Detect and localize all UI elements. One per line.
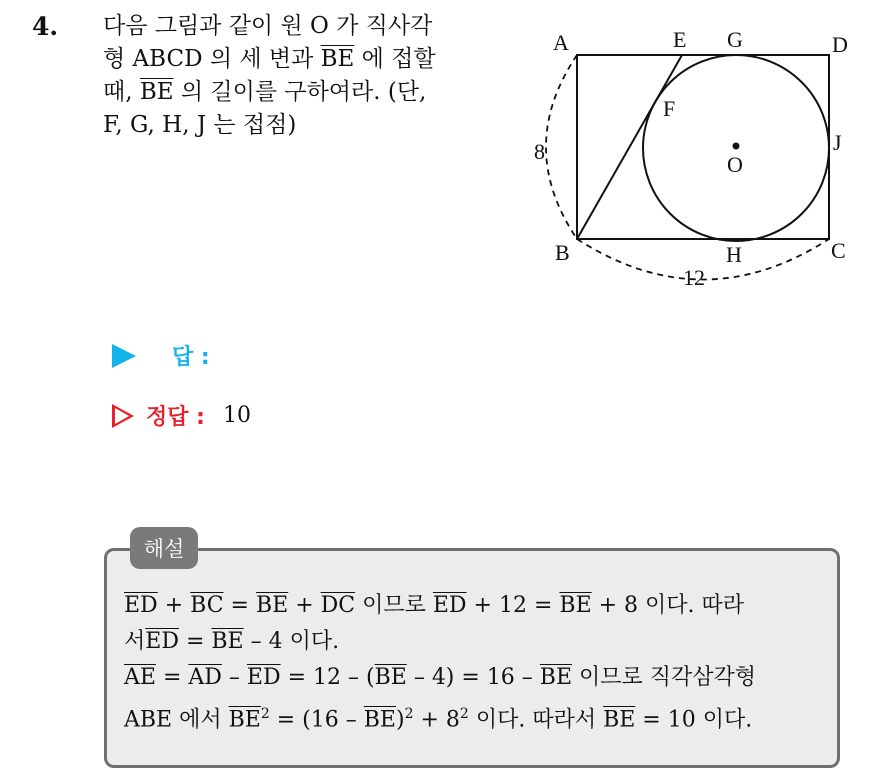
- label-g: G: [727, 27, 743, 52]
- question-number: 4.: [32, 12, 59, 41]
- segment-symbol: $\overline{AD}$: [188, 665, 222, 690]
- text-line: [103, 43, 498, 76]
- segment-symbol: $\overline{BC}$: [190, 593, 224, 618]
- text-run: +: [157, 593, 191, 618]
- text-run: =: [178, 629, 212, 654]
- text-run: – 4 이다.: [243, 629, 340, 654]
- label-h: H: [726, 242, 742, 267]
- text-line: [103, 109, 498, 142]
- label-o: O: [727, 152, 743, 177]
- dashed-arc-ab: [546, 55, 577, 239]
- segment-symbol: $\overline{BE}$: [559, 593, 592, 618]
- text-run: 의 길이를 구하여라. (단,: [173, 79, 427, 105]
- correct-answer-value: 10: [222, 403, 251, 428]
- text-run: 때,: [103, 79, 140, 105]
- text-line: [124, 624, 834, 660]
- segment-symbol: $\overline{BE}$: [603, 707, 636, 733]
- correct-answer-row: [112, 400, 251, 431]
- geometry-figure: [520, 20, 860, 300]
- text-run: + 8 이다. 따라: [591, 593, 745, 618]
- text-run: = 12 – (: [280, 665, 375, 690]
- label-d: D: [832, 32, 848, 57]
- text-line: [124, 660, 834, 696]
- label-c: C: [831, 238, 846, 263]
- segment-symbol: $\overline{AE}$: [124, 665, 156, 690]
- correct-answer-label: 정답 :: [146, 405, 205, 430]
- text-run: 형 ABCD 의 세 변과: [103, 46, 321, 72]
- text-run: =: [223, 593, 256, 618]
- label-a: A: [553, 30, 569, 55]
- rectangle-abcd: [577, 55, 829, 239]
- text-run: + 12 =: [466, 593, 560, 618]
- text-run: = 10 이다.: [635, 707, 753, 733]
- text-line: [103, 10, 498, 43]
- segment-symbol: $\overline{ED}$: [432, 593, 467, 618]
- segment-symbol: $\overline{BE}$: [255, 593, 289, 618]
- text-run: 에 접할: [354, 46, 436, 72]
- superscript: 2: [404, 706, 414, 722]
- segment-symbol: $\overline{BE}$: [363, 707, 396, 733]
- text-run: F, G, H, J 는 접점): [103, 112, 297, 138]
- superscript: 2: [260, 706, 270, 722]
- explanation-text: [124, 588, 834, 738]
- segment-be: [577, 55, 682, 239]
- text-run: –: [221, 665, 247, 690]
- label-j: J: [833, 130, 842, 155]
- explanation-tab: 해설: [130, 527, 198, 569]
- answer-label: 답 :: [172, 345, 210, 370]
- text-run: 다음 그림과 같이 원 O 가 직사각: [103, 13, 433, 39]
- text-run: 이다. 따라서: [468, 707, 604, 733]
- text-run: + 8: [413, 707, 460, 733]
- segment-symbol: $\overline{BE}$: [139, 79, 174, 105]
- play-triangle-icon: [112, 344, 136, 368]
- length-label-bc: 12: [683, 265, 705, 290]
- length-label-ab: 8: [534, 139, 545, 164]
- segment-symbol: $\overline{ED}$: [145, 629, 179, 654]
- text-line: [124, 588, 834, 624]
- label-b: B: [555, 240, 570, 265]
- text-run: +: [288, 593, 321, 618]
- segment-symbol: $\overline{ED}$: [124, 593, 158, 618]
- segment-symbol: $\overline{BE}$: [320, 46, 355, 72]
- text-run: = (16 –: [269, 707, 364, 733]
- text-run: =: [155, 665, 189, 690]
- segment-symbol: $\overline{BE}$: [211, 629, 244, 654]
- text-run: 이므로 직각삼각형: [572, 665, 757, 690]
- text-run: 이므로: [355, 593, 433, 618]
- superscript: 2: [459, 706, 469, 722]
- label-e: E: [673, 27, 687, 52]
- segment-symbol: $\overline{DC}$: [320, 593, 356, 618]
- text-run: ): [395, 707, 405, 733]
- segment-symbol: $\overline{BE}$: [374, 665, 407, 690]
- segment-symbol: $\overline{BE}$: [539, 665, 573, 690]
- text-line: [103, 76, 498, 109]
- text-run: 서: [124, 629, 146, 654]
- center-point-o: [733, 143, 740, 150]
- label-f: F: [663, 96, 676, 121]
- text-run: – 4) = 16 –: [406, 665, 540, 690]
- question-text: [103, 10, 498, 142]
- segment-symbol: $\overline{ED}$: [246, 665, 281, 690]
- segment-symbol: $\overline{BE}$: [228, 707, 261, 733]
- outline-triangle-icon: [112, 404, 134, 428]
- text-line: [124, 696, 834, 738]
- answer-row: [112, 340, 210, 371]
- text-run: ABE 에서: [124, 707, 229, 733]
